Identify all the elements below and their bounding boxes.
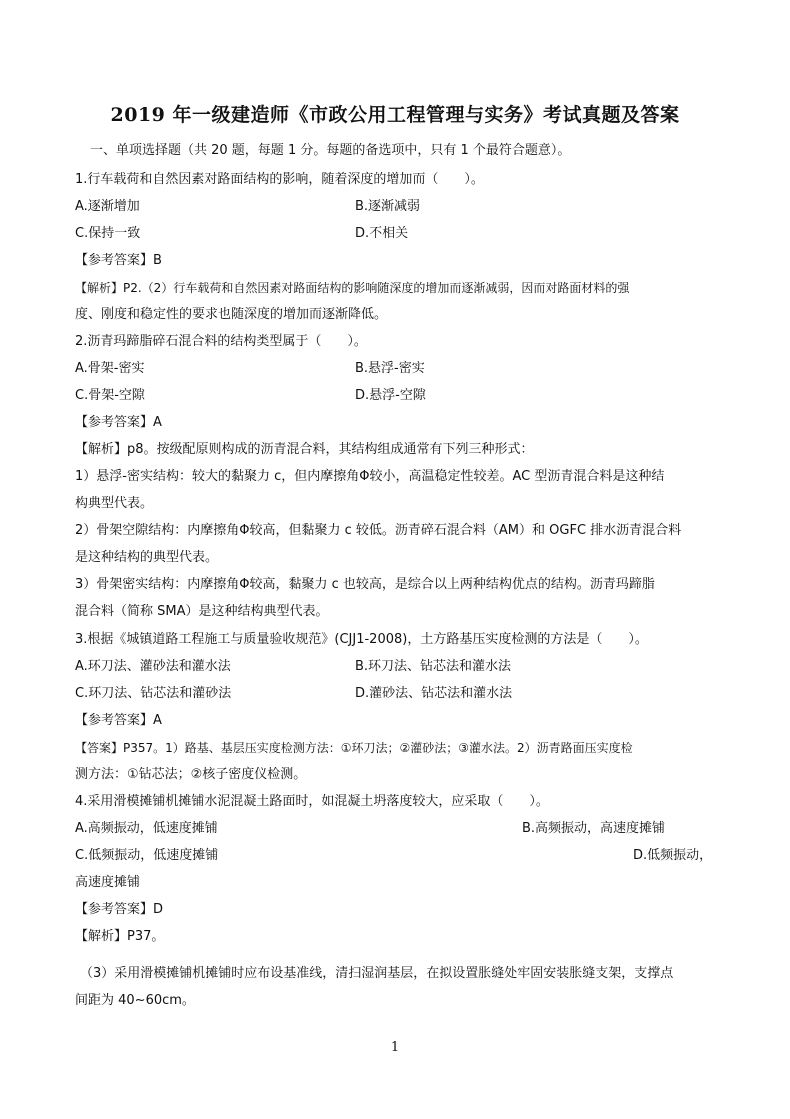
question-3-option-a: A.环刀法、灌砂法和灌水法 [75,659,231,674]
question-1-analysis-line-2: 度、刚度和稳定性的要求也随深度的增加而逐渐降低。 [75,307,388,322]
question-4-answer: 【参考答案】D [75,902,164,917]
question-3-answer: 【参考答案】A [75,713,162,728]
question-3-analysis-line-1: 【答案】P357。1）路基、基层压实度检测方法：①环刀法；②灌砂法；③灌水法。2）沥青路面压实度检 [75,741,633,755]
document-title: 2019 年一级建造师《市政公用工程管理与实务》考试真题及答案 [110,104,680,126]
question-4-stem: 4.采用滑模摊铺机摊铺水泥混凝土路面时，如混凝土坍落度较大，应采取（ ）。 [75,794,549,809]
question-4-option-b: B.高频振动，高速度摊铺 [522,821,666,836]
question-1-stem: 1.行车载荷和自然因素对路面结构的影响，随着深度的增加而（ ）。 [75,172,484,187]
question-1-option-c: C.保持一致 [75,226,141,241]
question-4-analysis-line-3: 间距为 40~60cm。 [75,993,195,1008]
question-3-stem: 3.根据《城镇道路工程施工与质量验收规范》(CJJ1-2008)，土方路基压实度检测的方法是（ ）。 [75,632,648,647]
question-3-option-d: D.灌砂法、钻芯法和灌水法 [355,686,513,701]
question-2-option-c: C.骨架-空隙 [75,388,145,403]
question-1-option-d: D.不相关 [355,226,409,241]
question-1-option-b: B.逐渐减弱 [355,199,421,214]
question-2-analysis-line-7: 混合料（简称 SMA）是这种结构典型代表。 [75,604,329,619]
question-2-option-d: D.悬浮-空隙 [355,388,426,403]
question-4-option-a: A.高频振动，低速度摊铺 [75,821,218,836]
question-1-answer: 【参考答案】B [75,253,162,268]
question-4-analysis-line-1: 【解析】P37。 [75,929,165,944]
section-header: 一、单项选择题（共 20 题，每题 1 分。每题的备选项中，只有 1 个最符合题意）。 [90,143,571,158]
page-number: 1 [390,1040,400,1055]
question-2-analysis-line-5: 是这种结构的典型代表。 [75,550,219,565]
question-2-analysis-line-6: 3）骨架密实结构：内摩擦角Φ较高，黏聚力 c 也较高，是综合以上两种结构优点的结构。沥青玛蹄脂 [75,577,655,592]
question-4-option-d-continued: 高速度摊铺 [75,875,141,890]
question-2-analysis-line-3: 构典型代表。 [75,496,154,511]
question-2-analysis-line-2: 1）悬浮-密实结构：较大的黏聚力 c，但内摩擦角Φ较小，高温稳定性较差。AC 型沥青混合料是这种结 [75,469,665,484]
question-2-answer: 【参考答案】A [75,415,162,430]
question-1-option-a: A.逐渐增加 [75,199,140,214]
question-4-option-c: C.低频振动，低速度摊铺 [75,848,219,863]
question-2-analysis-line-1: 【解析】p8。按级配原则构成的沥青混合料，其结构组成通常有下列三种形式： [75,442,534,457]
question-2-option-b: B.悬浮-密实 [355,361,425,376]
question-3-option-b: B.环刀法、钻芯法和灌水法 [355,659,512,674]
question-3-analysis-line-2: 测方法：①钻芯法；②核子密度仪检测。 [75,767,307,782]
question-2-stem: 2.沥青玛蹄脂碎石混合料的结构类型属于（ ）。 [75,334,367,349]
question-1-analysis-line-1: 【解析】P2.（2）行车载荷和自然因素对路面结构的影响随深度的增加而逐渐减弱，因而对路面材料的强 [75,281,630,295]
question-4-option-d: D.低频振动， [633,848,713,863]
question-2-option-a: A.骨架-密实 [75,361,145,376]
question-4-analysis-line-2: （3）采用滑模摊铺机摊铺时应布设基准线，清扫湿润基层，在拟设置胀缝处牢固安装胀缝支架，支撑点 [80,966,674,981]
question-3-option-c: C.环刀法、钻芯法和灌砂法 [75,686,232,701]
question-2-analysis-line-4: 2）骨架空隙结构：内摩擦角Φ较高，但黏聚力 c 较低。沥青碎石混合料（AM）和 OGFC 排水沥青混合料 [75,523,682,538]
